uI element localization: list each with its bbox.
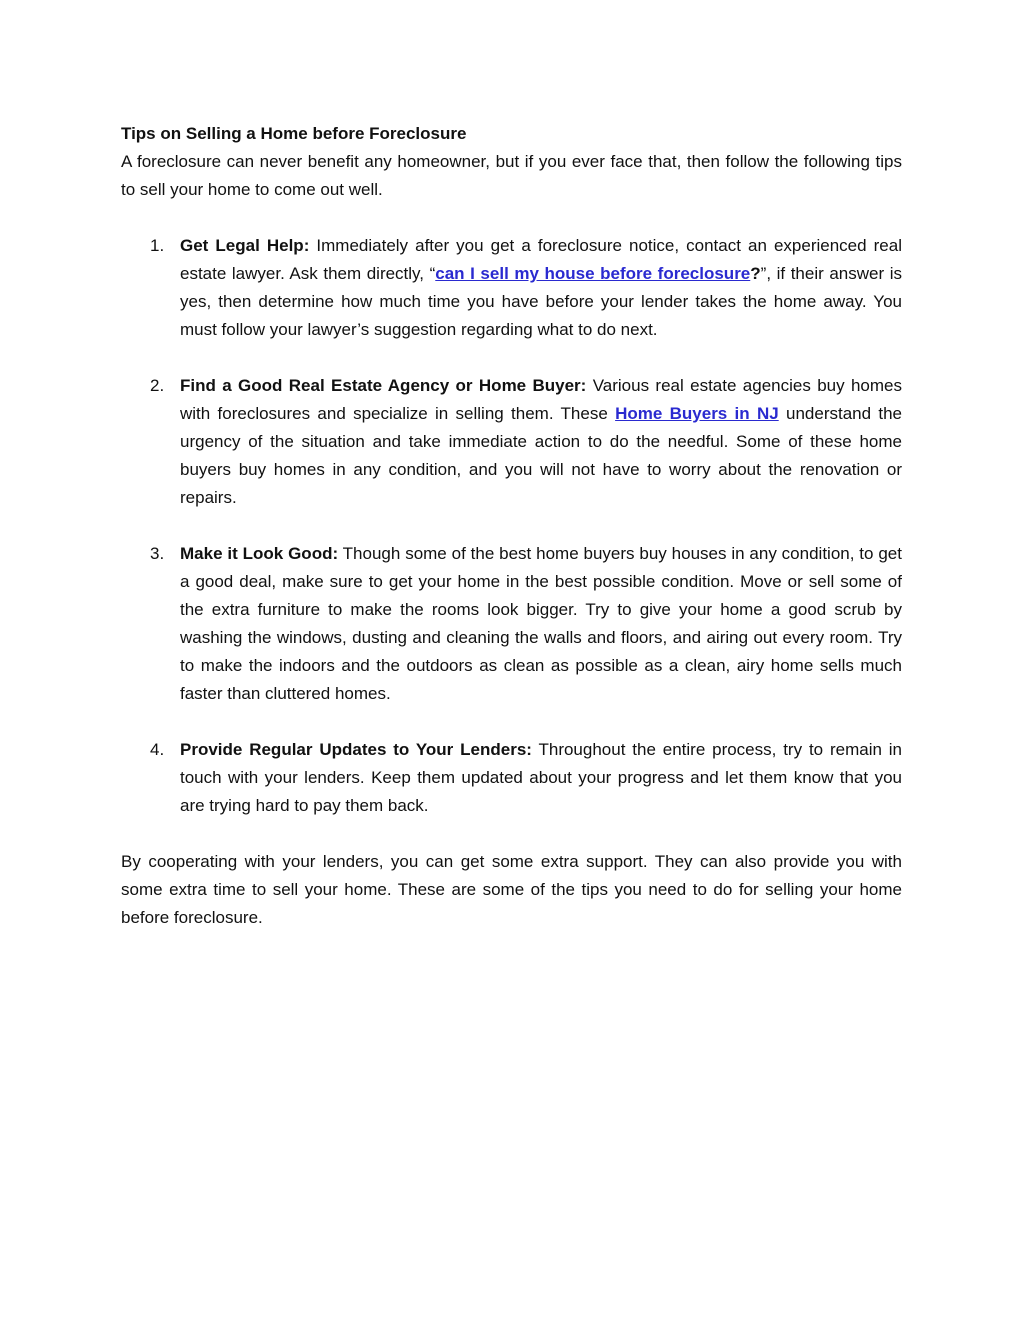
tips-list (121, 232, 902, 820)
list-item (121, 540, 902, 708)
list-item-number: 1. (150, 236, 165, 255)
intro-paragraph: A foreclosure can never benefit any homeowner, but if you ever face that, then follow the following tips to sell your home to come out well. (121, 152, 902, 199)
list-item-number: 4. (150, 740, 165, 759)
document-page (121, 120, 902, 932)
question-mark: ? (750, 264, 761, 283)
tip-heading: Find a Good Real Estate Agency or Home Buyer: (180, 376, 587, 395)
list-item (121, 232, 902, 344)
document-title: Tips on Selling a Home before Foreclosure (121, 124, 467, 143)
tip-text: Throughout the entire process, try to remain in touch with your lenders. Keep them updated about your progress and let them know that you are trying hard to pay them back. (180, 740, 902, 815)
list-item-number: 3. (150, 544, 165, 563)
closing-paragraph: By cooperating with your lenders, you can get some extra support. They can also provide you with some extra time to sell your home. These are some of the tips you need to do for selling your home before foreclosure. (121, 852, 902, 927)
list-item (121, 372, 902, 512)
tip-text: ”, if their answer is yes, then determine how much time you have before your lender takes the home away. You must follow your lawyer’s suggestion regarding what to do next. (180, 264, 902, 339)
tip-text: Various real estate agencies buy homes with foreclosures and specialize in selling them. These (180, 376, 902, 423)
list-item (121, 736, 902, 820)
list-item-number: 2. (150, 376, 165, 395)
tip-heading: Get Legal Help: (180, 236, 310, 255)
tip-text: Though some of the best home buyers buy houses in any condition, to get a good deal, make sure to get your home in the best possible condition. Move or sell some of the extra furniture to make the rooms look bigger. Try to give your home a good scrub by washing the windows, dusting and cleaning the walls and floors, and airing out every room. Try to make the indoors and the outdoors as clean as possible as a clean, airy home sells much faster than cluttered homes. (180, 544, 902, 703)
tip-text: understand the urgency of the situation and take immediate action to do the needful. Some of these home buyers buy homes in any condition, and you will not have to worry about the renovation or repairs. (180, 404, 902, 507)
tip-heading: Provide Regular Updates to Your Lenders: (180, 740, 532, 759)
tip-text: Immediately after you get a foreclosure notice, contact an experienced real estate lawyer. Ask them directly, “ (180, 236, 902, 283)
sell-before-foreclosure-link[interactable]: can I sell my house before foreclosure (435, 264, 751, 283)
tip-heading: Make it Look Good: (180, 544, 339, 563)
home-buyers-nj-link[interactable]: Home Buyers in NJ (615, 404, 779, 423)
